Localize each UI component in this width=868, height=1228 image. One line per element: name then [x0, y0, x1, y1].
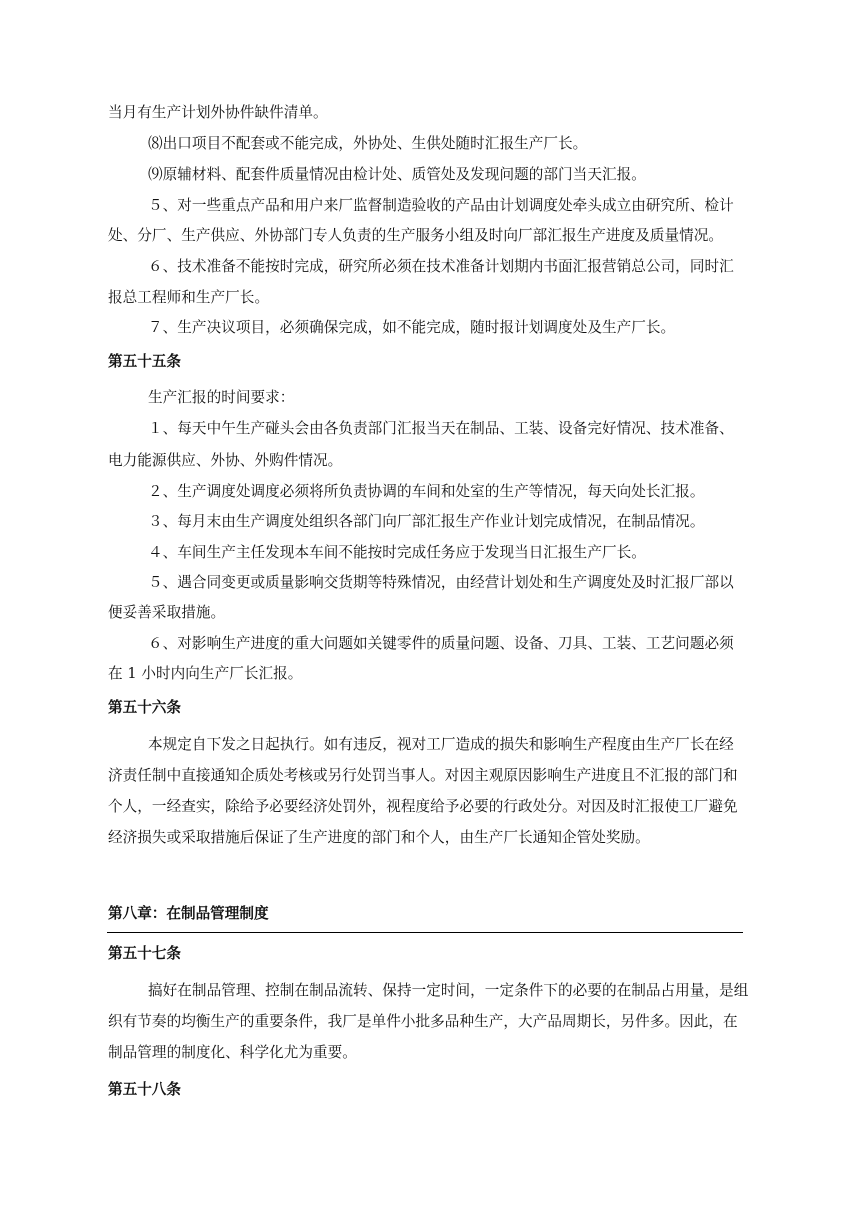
- text-line: ５、遇合同变更或质量影响交货期等特殊情况，由经营计划处和生产调度处及时汇报厂部以: [148, 574, 734, 591]
- text-line: 制品管理的制度化、科学化尤为重要。: [108, 1044, 357, 1061]
- text-line: 济责任制中直接通知企质处考核或另行处罚当事人。对因主观原因影响生产进度且不汇报的部门和: [108, 767, 738, 784]
- text-line: 在 1 小时内向生产厂长汇报。: [108, 665, 303, 682]
- text-line: 生产汇报的时间要求：: [148, 389, 295, 406]
- text-line: 电力能源供应、外协、外购件情况。: [108, 452, 343, 469]
- text-line: 处、分厂、生产供应、外协部门专人负责的生产服务小组及时向厂部汇报生产进度及质量情况。: [108, 227, 724, 244]
- text-line: ⑻出口项目不配套或不能完成，外协处、生供处随时汇报生产厂长。: [148, 135, 588, 152]
- article-heading: 第五十七条: [108, 945, 181, 962]
- chapter-divider: [107, 932, 743, 933]
- text-line: 个人，一经查实，除给予必要经济处罚外，视程度给予必要的行政处分。对因及时汇报使工厂避免: [108, 798, 738, 815]
- article-heading: 第五十五条: [108, 353, 181, 370]
- text-line: ５、对一些重点产品和用户来厂监督制造验收的产品由计划调度处牵头成立由研究所、检计: [148, 197, 734, 214]
- text-line: ６、技术准备不能按时完成，研究所必须在技术准备计划期内书面汇报营销总公司，同时汇: [148, 258, 734, 275]
- text-line: 便妥善采取措施。: [108, 604, 226, 621]
- text-line: １、每天中午生产碰头会由各负责部门汇报当天在制品、工装、设备完好情况、技术准备、: [148, 420, 734, 437]
- text-line: ６、对影响生产进度的重大问题如关键零件的质量问题、设备、刀具、工装、工艺问题必须: [148, 635, 734, 652]
- text-line: 经济损失或采取措施后保证了生产进度的部门和个人，由生产厂长通知企管处奖励。: [108, 829, 650, 846]
- text-line: ２、生产调度处调度必须将所负责协调的车间和处室的生产等情况，每天向处长汇报。: [148, 483, 705, 500]
- article-heading: 第五十六条: [108, 699, 181, 716]
- chapter-heading: 第八章：在制品管理制度: [108, 905, 269, 922]
- text-line: ７、生产决议项目，必须确保完成，如不能完成，随时报计划调度处及生产厂长。: [148, 319, 676, 336]
- text-line: 当月有生产计划外协件缺件清单。: [108, 104, 328, 121]
- text-line: ⑼原辅材料、配套件质量情况由检计处、质管处及发现问题的部门当天汇报。: [148, 166, 646, 183]
- text-line: ３、每月末由生产调度处组织各部门向厂部汇报生产作业计划完成情况，在制品情况。: [148, 513, 705, 530]
- text-line: 报总工程师和生产厂长。: [108, 289, 270, 306]
- article-heading: 第五十八条: [108, 1081, 181, 1098]
- text-line: ４、车间生产主任发现本车间不能按时完成任务应于发现当日汇报生产厂长。: [148, 544, 646, 561]
- text-line: 本规定自下发之日起执行。如有违反，视对工厂造成的损失和影响生产程度由生产厂长在经: [148, 736, 734, 753]
- text-line: 搞好在制品管理、控制在制品流转、保持一定时间，一定条件下的必要的在制品占用量，是组: [148, 982, 749, 999]
- text-line: 织有节奏的均衡生产的重要条件，我厂是单件小批多品种生产，大产品周期长，另件多。因此，在: [108, 1013, 738, 1030]
